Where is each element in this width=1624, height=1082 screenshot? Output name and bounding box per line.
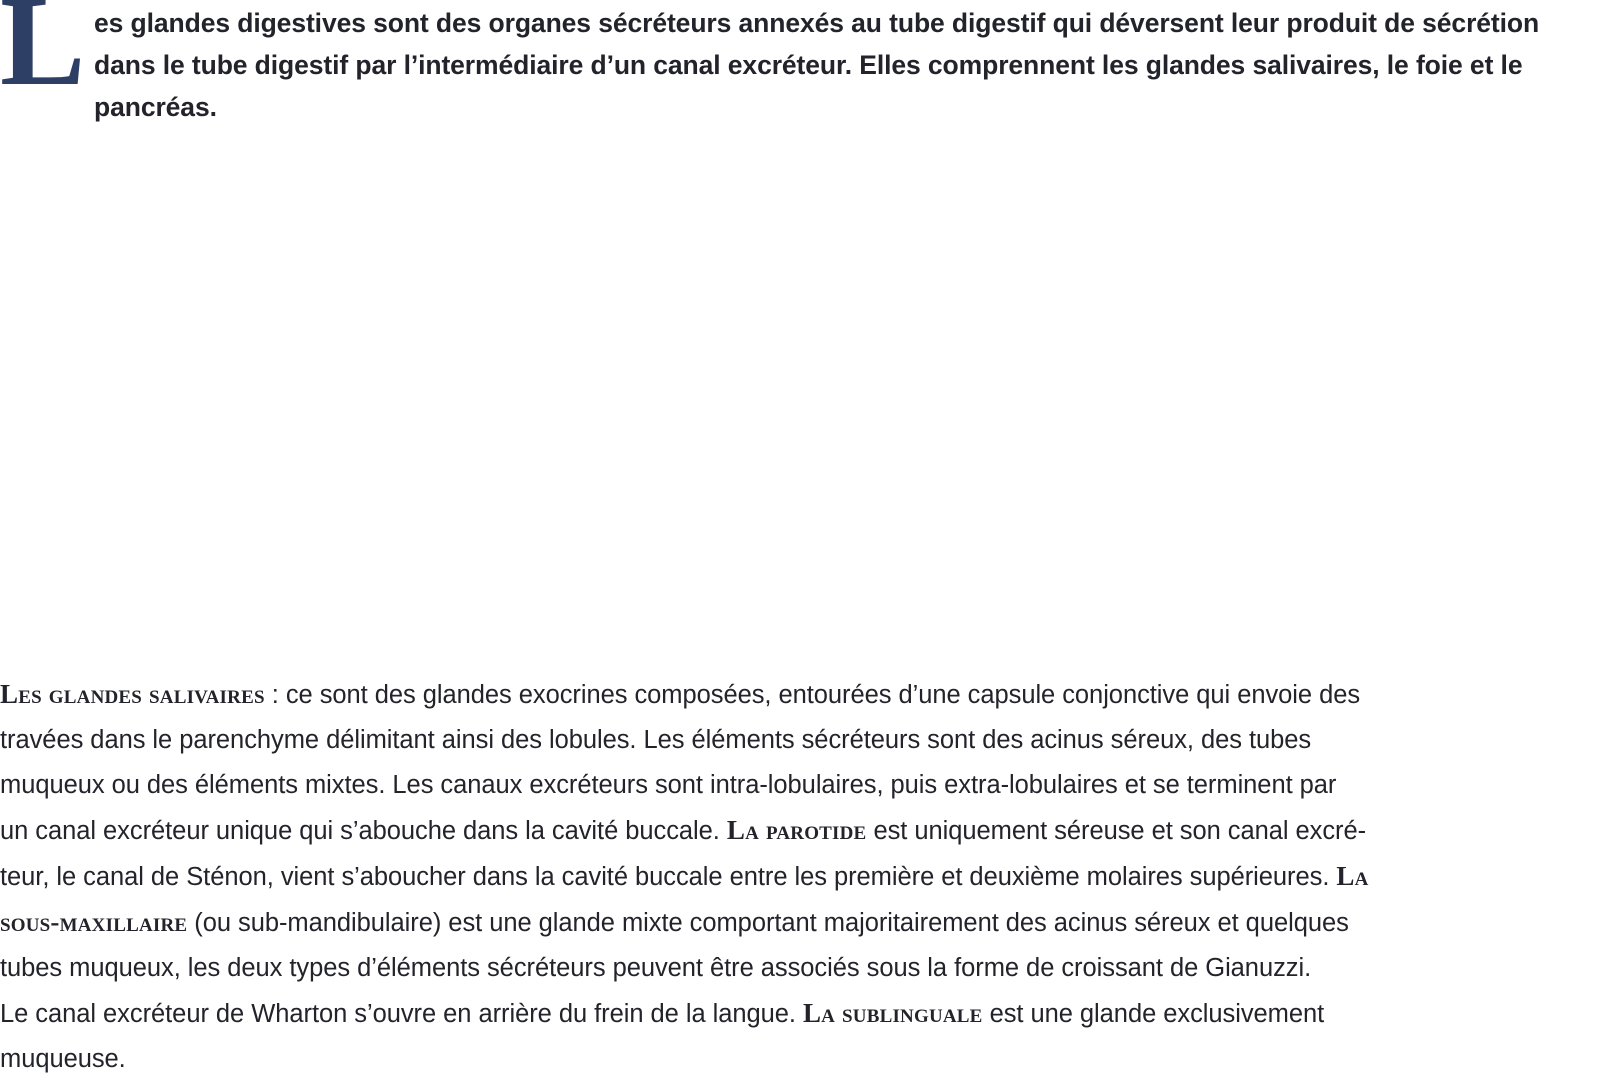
intro-line-1: es glandes digestives sont des organes sécréteurs annexés au tube digestif qui déversent leur produit de sécrétion [94, 8, 1540, 38]
body-line-2: travées dans le parenchyme délimitant ainsi des lobules. Les éléments sécréteurs sont des acinus séreux, des tubes [0, 726, 1312, 754]
body-line-1-rest: : ce sont des glandes exocrines composées, entourées d’une capsule conjonctive qui envoie des [264, 681, 1361, 709]
intro-paragraph [0, 0, 1624, 128]
body-line-4-a: un canal excréteur unique qui s’abouche dans la cavité buccale. [0, 817, 727, 845]
body-line-3: muqueux ou des éléments mixtes. Les canaux excréteurs sont intra-lobulaires, puis extra-lobulaires et se terminent par [0, 771, 1337, 799]
intro-line-3: pancréas. [94, 92, 217, 122]
body-line-4 [0, 808, 1624, 854]
body-line-9: muqueuse. [0, 1045, 126, 1073]
body-line-5-a: teur, le canal de Sténon, vient s’aboucher dans la cavité buccale entre les première et deuxième molaires supérieures. [0, 863, 1337, 891]
intro-line-2: dans le tube digestif par l’intermédiaire d’un canal excréteur. Elles comprennent les glandes salivaires, le foie et le [94, 50, 1523, 80]
drop-cap-letter: L [0, 0, 86, 112]
body-line-8 [0, 991, 1624, 1037]
run-la-parotide: La parotide [726, 815, 867, 845]
body-line-6-rest: (ou sub-mandibulaire) est une glande mixte comportant majoritairement des acinus séreux et quelques [187, 909, 1349, 937]
body-line-8-b: est une glande exclusivement [982, 1000, 1325, 1028]
body-line-8-a: Le canal excréteur de Wharton s’ouvre en arrière du frein de la langue. [0, 1000, 803, 1028]
body-line-5 [0, 854, 1624, 900]
run-les-glandes-salivaires: Les glandes salivaires [0, 679, 265, 709]
body-line-1 [0, 672, 1624, 718]
intro-paragraph-text [0, 0, 1624, 128]
body-paragraph [0, 672, 1624, 1082]
body-line-7: tubes muqueux, les deux types d’éléments sécréteurs peuvent être associés sous la forme de croissant de Gianuzzi. [0, 954, 1312, 982]
figure-placeholder-area [0, 130, 1624, 660]
run-la: La [1336, 861, 1369, 891]
body-paragraph-text [0, 672, 1624, 1082]
run-la-sublinguale: La sublinguale [802, 998, 983, 1028]
body-line-4-b: est uniquement séreuse et son canal excré- [866, 817, 1367, 845]
run-sous-maxillaire: sous-maxillaire [0, 907, 188, 937]
body-line-6 [0, 900, 1624, 946]
